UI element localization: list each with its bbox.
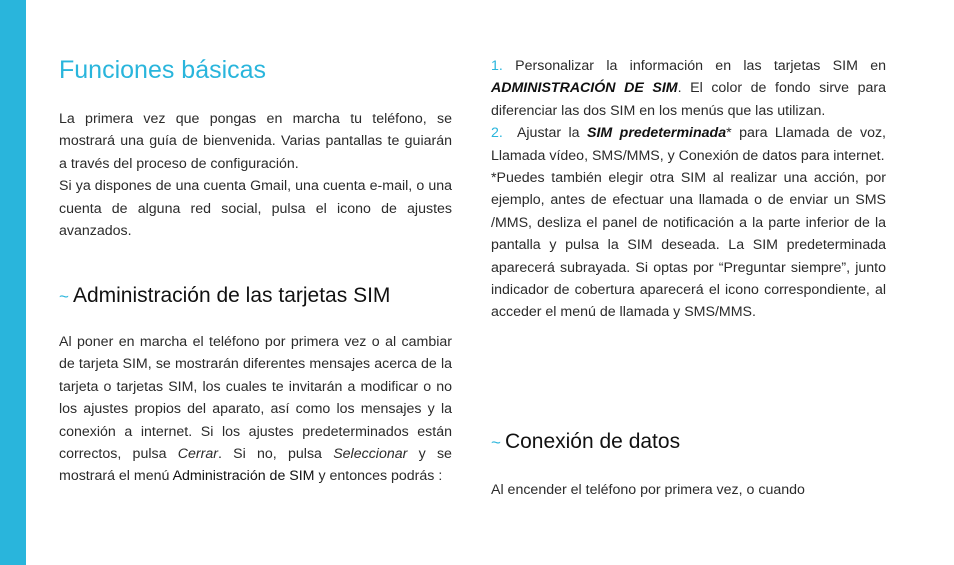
seleccionar-term: Seleccionar bbox=[333, 446, 408, 463]
sim-text-b: . Si no, pulsa bbox=[217, 446, 322, 463]
item2-text-a: Ajustar la bbox=[516, 125, 580, 142]
section-tilde: ~ bbox=[491, 433, 501, 452]
item2-emphasis: SIM predeterminada bbox=[587, 125, 727, 142]
intro-text-2: Si ya dispones de una cuenta Gmail, una cuenta e-mail, o una cuenta de alguna red social, pulsa el icono de ajustes avanzados. bbox=[59, 178, 452, 240]
section-title-data: Conexión de datos bbox=[504, 430, 681, 453]
sim-paragraph bbox=[59, 331, 452, 488]
item1-emphasis: ADMINISTRACIÓN DE SIM bbox=[491, 80, 678, 97]
item2-text-b: * para Llamada de voz, Llamada vídeo, SMS/MMS, y Conexión de datos para internet. bbox=[491, 125, 886, 164]
intro-paragraph bbox=[59, 108, 452, 242]
section-tilde: ~ bbox=[59, 287, 69, 306]
page-title: Funciones básicas bbox=[59, 56, 267, 84]
section-heading-sim bbox=[59, 284, 390, 308]
sim-text-c: y se mostrará el menú bbox=[59, 446, 452, 485]
data-paragraph: Al encender el teléfono por primera vez, o cuando bbox=[491, 482, 805, 498]
intro-text-1: La primera vez que pongas en marcha tu teléfono, se mostrará una guía de bienvenida. Varias pantallas te guiarán a través del proceso de configuración. bbox=[59, 111, 452, 172]
sim-text-a: Al poner en marcha el teléfono por primera vez o al cambiar de tarjeta SIM, se mostrarán diferentes mensajes acerca de la tarjeta o tarjetas SIM, los cuales te invitarán a modificar o no los ajustes propios del aparato, así como los mensajes y la conexión a internet. Si los ajustes predeterminados están correctos, pulsa bbox=[59, 334, 452, 463]
section-heading-data bbox=[491, 430, 680, 454]
section-title-sim: Administración de las tarjetas SIM bbox=[72, 284, 391, 307]
item1-text-b: . El color de fondo sirve para diferenciar las dos SIM en los menús que las utilizan. bbox=[491, 80, 886, 119]
sim-text-d: y entonces podrás : bbox=[318, 468, 443, 485]
footnote-text: *Puedes también elegir otra SIM al realizar una acción, por ejemplo, antes de efectuar una llamada o de enviar un SMS /MMS, desliza el panel de notificación a la parte inferior de la pantalla y pulsa la SIM deseada. La SIM predeterminada aparecerá subrayada. Si optas por “Preguntar siempre”, junto indicador de cobertura aparecerá el icono correspondiente, al acceder el menú de llamada y SMS/MMS. bbox=[491, 170, 886, 321]
cerrar-term: Cerrar bbox=[177, 446, 218, 463]
admin-sim-term: Administración de SIM bbox=[172, 468, 315, 485]
list-paragraph bbox=[491, 55, 886, 324]
item1-number: 1. bbox=[491, 58, 503, 74]
item2-number: 2. bbox=[491, 125, 503, 142]
item1-text-a: Personalizar la información en las tarjetas SIM en bbox=[515, 58, 886, 74]
accent-sidebar bbox=[0, 0, 26, 565]
